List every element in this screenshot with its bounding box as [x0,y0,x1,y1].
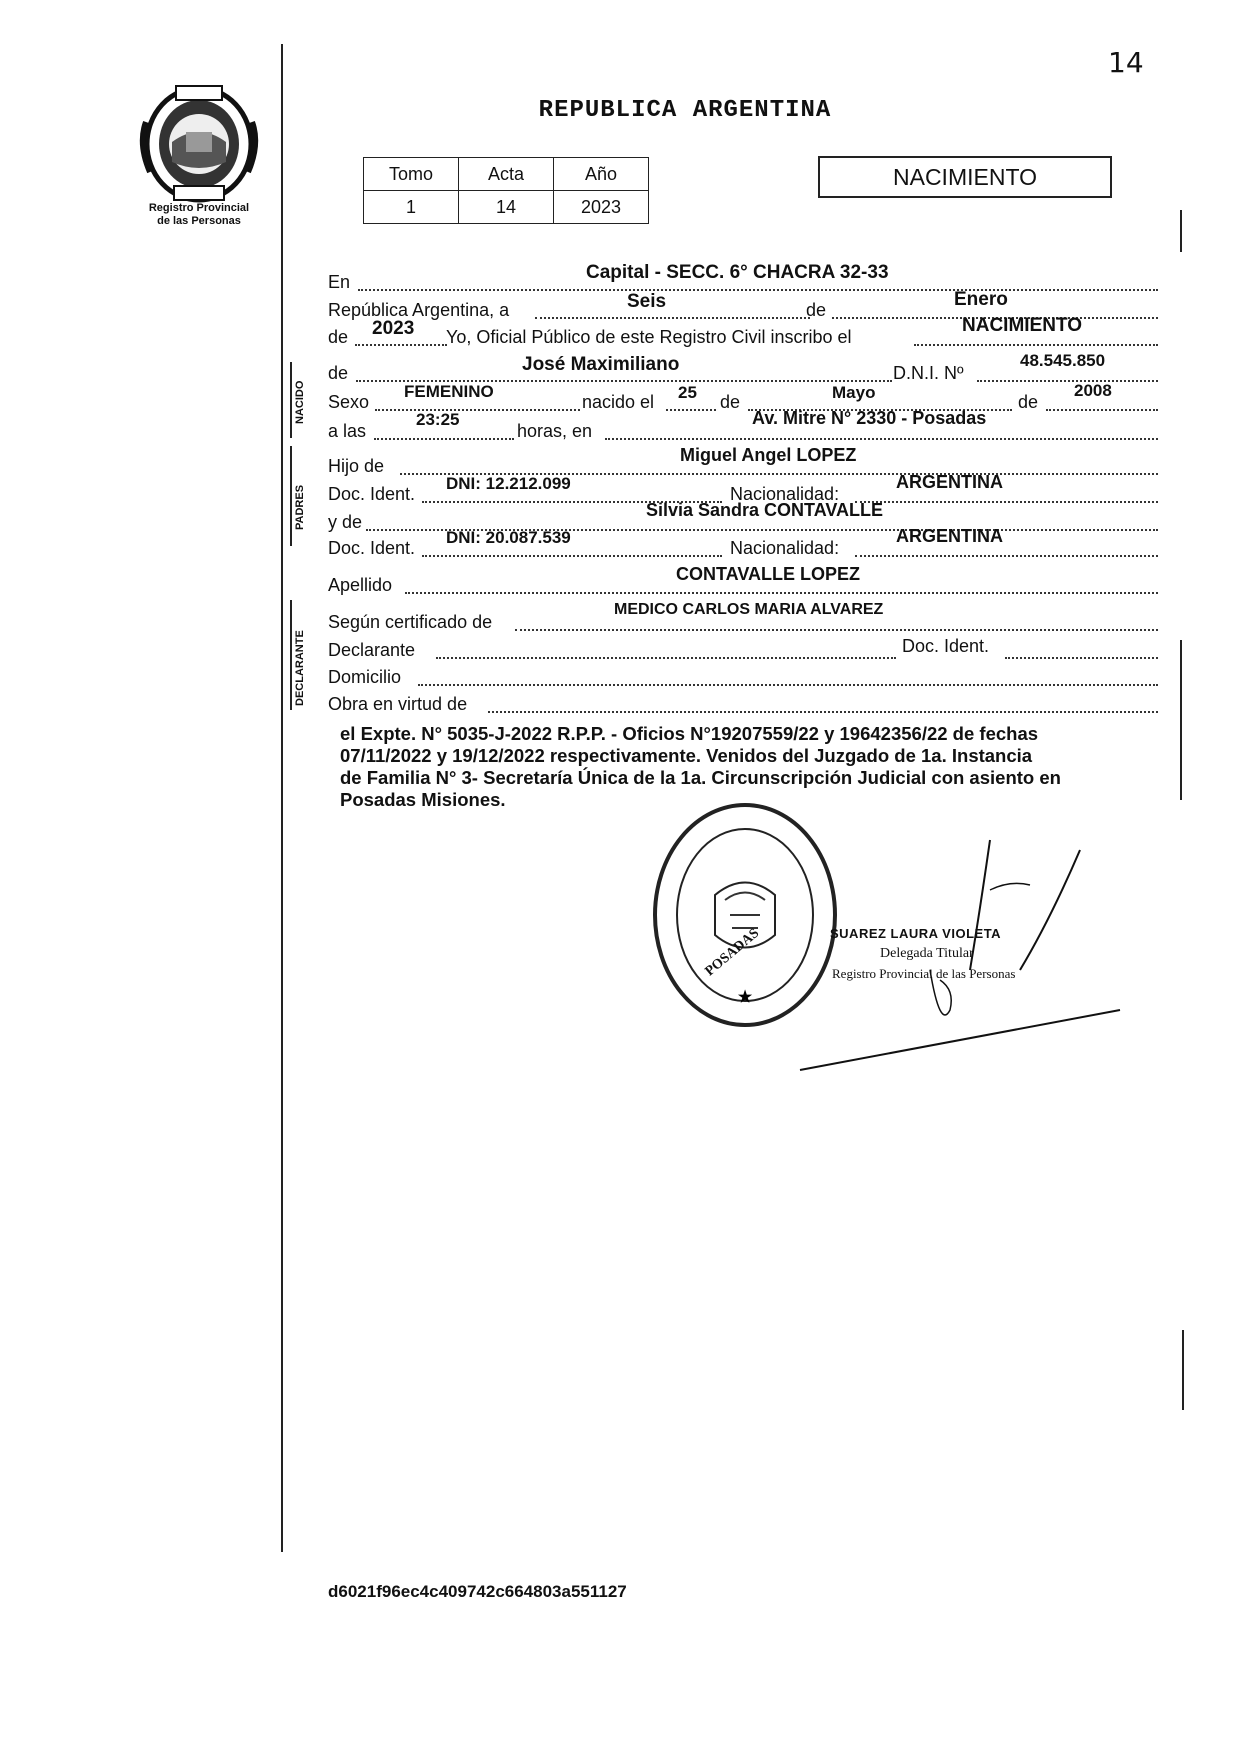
registry-table [363,157,649,224]
hijo-label: Hijo de [328,456,385,476]
segun-label: Según certificado de [328,612,493,632]
logo-caption: Registro Provincial de las Personas [148,202,250,227]
dotted-line [422,555,722,557]
side-divider [290,446,292,546]
birth-de-label: de [720,392,741,412]
doc-ident-label: Doc. Ident. [902,636,990,656]
father-nationality: ARGENTINA [896,472,1003,492]
place-of-registration: Capital - SECC. 6° CHACRA 32-33 [586,262,889,283]
child-dni: 48.545.850 [1020,351,1106,370]
nationality-label: Nacionalidad: [730,484,840,504]
province-seal-logo [136,82,262,204]
right-edge-mark [1182,1330,1184,1410]
value-acta: 14 [459,191,554,224]
dotted-line [355,344,447,346]
right-edge-mark [1180,640,1182,800]
dotted-line [977,380,1158,382]
child-sex: FEMENINO [404,382,494,401]
side-divider [290,600,292,710]
dotted-line [1046,409,1158,411]
officer-statement: Yo, Oficial Público de este Registro Civil inscribo el [446,327,852,347]
certifier: MEDICO CARLOS MARIA ALVAREZ [614,601,884,618]
father-doc: DNI: 12.212.099 [446,474,571,493]
domicilio-label: Domicilio [328,667,402,687]
side-divider [290,362,292,438]
registration-day: Seis [627,291,667,312]
header-acta: Acta [459,158,554,191]
value-tomo: 1 [364,191,459,224]
dotted-line [855,501,1158,503]
dotted-line [418,684,1158,686]
dotted-line [914,344,1158,346]
apellido-label: Apellido [328,575,393,595]
page-number: 14 [1108,46,1144,79]
dotted-line [488,711,1158,713]
obra-label: Obra en virtud de [328,694,468,714]
left-margin-line [281,44,283,1552]
registration-month: Enero [954,289,1008,310]
signatory-role: Delegada Titular [880,946,974,961]
birth-year: 2008 [1074,381,1112,400]
alas-label: a las [328,421,367,441]
svg-text:★: ★ [737,989,753,1006]
birth-month: Mayo [832,383,876,402]
name-de-label: de [328,363,349,383]
side-label-padres: PADRES [294,484,306,530]
nacido-label: nacido el [582,392,655,412]
child-name: José Maximiliano [522,354,680,375]
year-prefix-label: de [328,327,349,347]
header-anio: Año [554,158,649,191]
birth-day: 25 [678,383,697,402]
nationality-label: Nacionalidad: [730,538,840,558]
side-label-nacido: NACIDO [294,380,306,424]
dotted-line [405,592,1158,594]
dotted-line [535,317,810,319]
dotted-line [436,657,896,659]
inscription-type: NACIMIENTO [962,315,1082,336]
value-anio: 2023 [554,191,649,224]
horas-label: horas, en [517,421,593,441]
mother-name: Silvia Sandra CONTAVALLE [646,500,884,520]
header-tomo: Tomo [364,158,459,191]
en-label: En [328,272,351,292]
republica-label: República Argentina, a [328,300,510,320]
dotted-line [855,555,1158,557]
registration-year: 2023 [372,318,415,339]
declarante-label: Declarante [328,640,416,660]
document-hash: d6021f96ec4c409742c664803a551127 [328,1582,627,1601]
mother-nationality: ARGENTINA [896,526,1003,546]
mother-doc: DNI: 20.087.539 [446,528,571,547]
stamp-city: POSADAS [702,925,763,980]
document-title: REPUBLICA ARGENTINA [538,97,832,124]
right-edge-mark [1180,210,1182,252]
father-name: Miguel Angel LOPEZ [680,445,857,465]
sexo-label: Sexo [328,392,370,412]
dotted-line [515,629,1158,631]
act-type-box: NACIMIENTO [818,156,1112,198]
dotted-line [1005,657,1158,659]
birth-de-label: de [1018,392,1039,412]
signatory-office: Registro Provincial de las Personas [832,966,1016,981]
dotted-line [605,438,1158,440]
birth-time: 23:25 [416,410,460,429]
legal-note: el Expte. N° 5035-J-2022 R.P.P. - Oficios N°19207559/22 y 19642356/22 de fechas 07/11/2022 y 19/12/2022 respectivamente. Venidos del Juzgado de 1a. Instancia de Familia N° 3- Secretaría Única de la 1a. Circunscripción Judicial con asiento en Posadas Misiones. [340,723,1061,810]
dotted-line [374,438,514,440]
birth-place: Av. Mitre N° 2330 - Posadas [752,408,987,428]
yde-label: y de [328,512,363,532]
dni-label: D.N.I. Nº [893,363,964,383]
signatory-name: SUAREZ LAURA VIOLETA [830,926,1002,941]
doc-ident-label: Doc. Ident. [328,538,416,558]
dotted-line [358,289,1158,291]
dotted-line [375,409,580,411]
de-label: de [806,300,827,320]
doc-ident-label: Doc. Ident. [328,484,416,504]
child-surname: CONTAVALLE LOPEZ [676,564,860,584]
dotted-line [666,409,716,411]
side-label-declarante: DECLARANTE [294,630,306,706]
